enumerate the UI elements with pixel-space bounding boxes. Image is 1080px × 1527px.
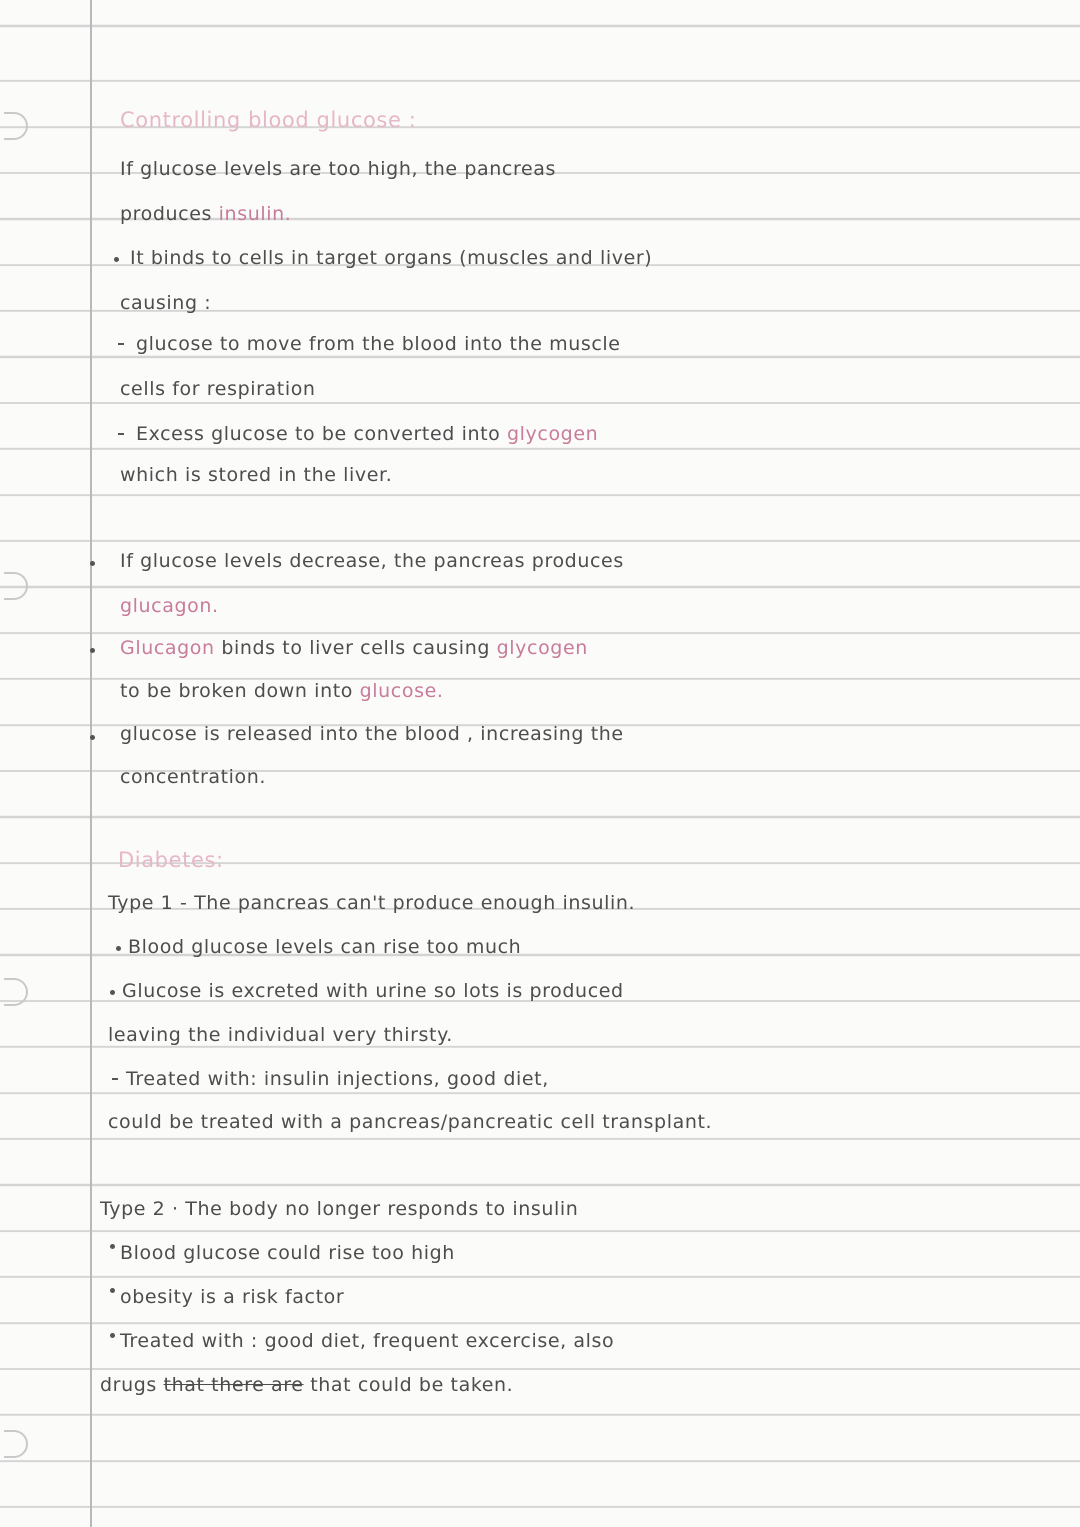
note-text: binds to liver cells causing [221, 637, 490, 659]
bullet-point [110, 1244, 115, 1249]
note-text: to be broken down into [120, 680, 353, 702]
note-line [120, 637, 588, 659]
note-line: It binds to cells in target organs (muscles and liver) [130, 247, 653, 269]
binder-hole [4, 572, 28, 600]
note-line: glucose is released into the blood , increasing the [120, 723, 624, 745]
note-line [120, 680, 444, 702]
bullet-point [116, 946, 121, 951]
note-line [136, 423, 598, 445]
note-text: drugs [100, 1374, 157, 1396]
keyword-glucagon: glucagon. [120, 595, 219, 617]
binder-hole [4, 112, 28, 140]
keyword-glycogen: glycogen [496, 637, 588, 659]
note-line [100, 1374, 513, 1396]
note-text: that could be taken. [310, 1374, 514, 1396]
note-line: Treated with: insulin injections, good diet, [126, 1068, 549, 1090]
bullet-point [90, 648, 95, 653]
bullet-point [110, 1333, 115, 1338]
margin-line [90, 0, 92, 1527]
binder-hole [4, 978, 28, 1006]
note-line: causing : [120, 292, 212, 314]
note-line: If glucose levels decrease, the pancreas produces [120, 550, 624, 572]
bullet-point [110, 1288, 115, 1293]
dash-point [112, 1078, 118, 1080]
note-line: which is stored in the liver. [120, 464, 393, 486]
note-line: glucose to move from the blood into the muscle [136, 333, 621, 355]
bullet-point [114, 257, 119, 262]
note-line: Glucose is excreted with urine so lots is produced [122, 980, 624, 1002]
note-line: Type 2 · The body no longer responds to insulin [100, 1198, 579, 1220]
dash-point [118, 433, 124, 435]
bullet-point [90, 735, 95, 740]
binder-hole [4, 1430, 28, 1458]
keyword-glucagon: Glucagon [120, 637, 215, 659]
keyword-glucose: glucose. [359, 680, 444, 702]
note-line [120, 203, 291, 225]
note-text: produces [120, 203, 213, 225]
note-line: Blood glucose levels can rise too much [128, 936, 522, 958]
note-line: leaving the individual very thirsty. [108, 1024, 453, 1046]
note-line: could be treated with a pancreas/pancreatic cell transplant. [108, 1111, 713, 1133]
note-line: Blood glucose could rise too high [120, 1242, 455, 1264]
note-line: concentration. [120, 766, 267, 788]
crossed-out-text: that there are [163, 1374, 304, 1396]
section-heading: Controlling blood glucose : [120, 108, 417, 132]
dash-point [118, 343, 124, 345]
note-line: cells for respiration [120, 378, 316, 400]
keyword-glycogen: glycogen [507, 423, 599, 445]
keyword-insulin: insulin. [218, 203, 292, 225]
note-line: Type 1 - The pancreas can't produce enough insulin. [108, 892, 636, 914]
bullet-point [90, 561, 95, 566]
note-text: Excess glucose to be converted into [136, 423, 501, 445]
note-line: Treated with : good diet, frequent excercise, also [120, 1330, 615, 1352]
bullet-point [110, 990, 115, 995]
section-heading: Diabetes: [118, 848, 224, 872]
note-line: obesity is a risk factor [120, 1286, 345, 1308]
note-line: If glucose levels are too high, the pancreas [120, 158, 556, 180]
